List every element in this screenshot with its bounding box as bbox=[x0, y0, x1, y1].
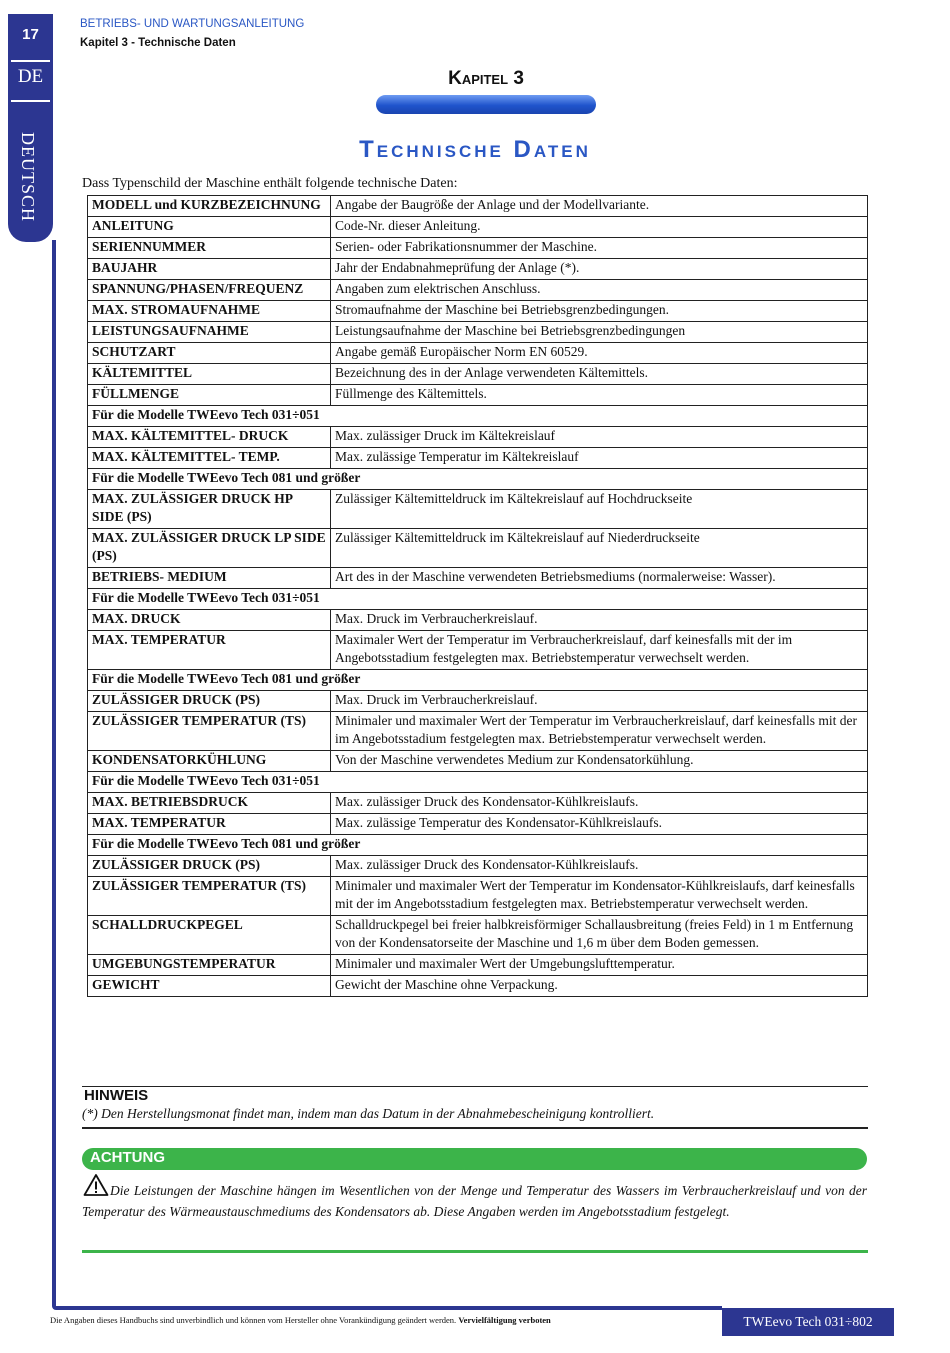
section-label: Für die Modelle TWEevo Tech 081 und größer bbox=[88, 835, 868, 856]
footer-disclaimer bbox=[50, 1315, 551, 1325]
note-text: (*) Den Herstellungsmonat findet man, indem man das Datum in der Abnahmebescheinigung kontrolliert. bbox=[82, 1106, 655, 1121]
table-row bbox=[88, 280, 868, 301]
table-section-row bbox=[88, 406, 868, 427]
spec-value: Von der Maschine verwendetes Medium zur Kondensatorkühlung. bbox=[331, 751, 868, 772]
table-row bbox=[88, 322, 868, 343]
spec-key: MAX. DRUCK bbox=[88, 610, 331, 631]
table-section-row bbox=[88, 772, 868, 793]
spec-key: MAX. ZULÄSSIGER DRUCK HP SIDE (PS) bbox=[88, 490, 331, 529]
spec-value: Max. Druck im Verbraucherkreislauf. bbox=[331, 691, 868, 712]
spec-key: KÄLTEMITTEL bbox=[88, 364, 331, 385]
spec-key: MAX. KÄLTEMITTEL- DRUCK bbox=[88, 427, 331, 448]
table-row bbox=[88, 568, 868, 589]
spec-value: Gewicht der Maschine ohne Verpackung. bbox=[331, 976, 868, 997]
spec-value: Bezeichnung des in der Anlage verwendeten Kältemittels. bbox=[331, 364, 868, 385]
table-row bbox=[88, 712, 868, 751]
page-number: 17 bbox=[22, 26, 39, 43]
spec-key: KONDENSATORKÜHLUNG bbox=[88, 751, 331, 772]
spec-value: Füllmenge des Kältemittels. bbox=[331, 385, 868, 406]
chapter-bar bbox=[376, 95, 596, 114]
spec-key: BAUJAHR bbox=[88, 259, 331, 280]
table-row bbox=[88, 490, 868, 529]
spec-value: Zulässiger Kältemitteldruck im Kältekreislauf auf Niederdruckseite bbox=[331, 529, 868, 568]
table-row bbox=[88, 793, 868, 814]
note-divider bbox=[82, 1086, 868, 1087]
chapter-reference: Kapitel 3 - Technische Daten bbox=[80, 37, 236, 49]
spec-key: GEWICHT bbox=[88, 976, 331, 997]
spec-value: Leistungsaufnahme der Maschine bei Betriebsgrenzbedingungen bbox=[331, 322, 868, 343]
intro-text: Dass Typenschild der Maschine enthält folgende technische Daten: bbox=[82, 176, 458, 191]
spec-key: SCHUTZART bbox=[88, 343, 331, 364]
table-row bbox=[88, 217, 868, 238]
spec-key: ZULÄSSIGER TEMPERATUR (TS) bbox=[88, 877, 331, 916]
page-frame-bottom bbox=[56, 1306, 722, 1310]
spec-key: ZULÄSSIGER TEMPERATUR (TS) bbox=[88, 712, 331, 751]
sidebar-divider bbox=[11, 100, 50, 102]
spec-key: MAX. TEMPERATUR bbox=[88, 631, 331, 670]
spec-key: MAX. STROMAUFNAHME bbox=[88, 301, 331, 322]
spec-value: Jahr der Endabnahmeprüfung der Anlage (*). bbox=[331, 259, 868, 280]
section-label: Für die Modelle TWEevo Tech 031÷051 bbox=[88, 772, 868, 793]
manual-title: BETRIEBS- UND WARTUNGSANLEITUNG bbox=[80, 18, 305, 30]
warning-text: Die Leistungen der Maschine hängen im Wesentlichen von der Menge und Temperatur des Wassers im Verbraucherkreislauf und von der Temperatur des Wärmeaustauschmediums des Kondensators ab. Diese Angaben werden im Angebotsstadium festgelegt. bbox=[82, 1183, 867, 1219]
table-row bbox=[88, 856, 868, 877]
language-sidebar bbox=[8, 14, 53, 242]
table-row bbox=[88, 955, 868, 976]
footer-copy-notice: Vervielfältigung verboten bbox=[458, 1315, 551, 1325]
table-row bbox=[88, 610, 868, 631]
warning-bar bbox=[82, 1148, 867, 1170]
language-code: DE bbox=[17, 66, 44, 87]
section-label: Für die Modelle TWEevo Tech 031÷051 bbox=[88, 589, 868, 610]
page-frame-left bbox=[52, 240, 56, 1310]
page-title: Technische Daten bbox=[359, 136, 591, 163]
spec-key: UMGEBUNGSTEMPERATUR bbox=[88, 955, 331, 976]
table-row bbox=[88, 529, 868, 568]
language-name: DEUTSCH bbox=[18, 132, 38, 223]
table-row bbox=[88, 427, 868, 448]
spec-key: SCHALLDRUCKPEGEL bbox=[88, 916, 331, 955]
spec-key: ZULÄSSIGER DRUCK (PS) bbox=[88, 691, 331, 712]
warning-title: ACHTUNG bbox=[90, 1149, 165, 1166]
spec-value: Max. zulässiger Druck des Kondensator-Kühlkreislaufs. bbox=[331, 856, 868, 877]
section-label: Für die Modelle TWEevo Tech 081 und größer bbox=[88, 670, 868, 691]
table-row bbox=[88, 751, 868, 772]
spec-key: MAX. ZULÄSSIGER DRUCK LP SIDE (PS) bbox=[88, 529, 331, 568]
table-row bbox=[88, 448, 868, 469]
spec-value: Stromaufnahme der Maschine bei Betriebsgrenzbedingungen. bbox=[331, 301, 868, 322]
spec-value: Art des in der Maschine verwendeten Betriebsmediums (normalerweise: Wasser). bbox=[331, 568, 868, 589]
spec-value: Serien- oder Fabrikationsnummer der Maschine. bbox=[331, 238, 868, 259]
spec-value: Angaben zum elektrischen Anschluss. bbox=[331, 280, 868, 301]
table-section-row bbox=[88, 835, 868, 856]
spec-value: Code-Nr. dieser Anleitung. bbox=[331, 217, 868, 238]
table-row bbox=[88, 877, 868, 916]
table-row bbox=[88, 364, 868, 385]
spec-value: Zulässiger Kältemitteldruck im Kältekreislauf auf Hochdruckseite bbox=[331, 490, 868, 529]
table-row bbox=[88, 301, 868, 322]
spec-value: Max. zulässige Temperatur im Kältekreislauf bbox=[331, 448, 868, 469]
spec-value: Max. Druck im Verbraucherkreislauf. bbox=[331, 610, 868, 631]
section-label: Für die Modelle TWEevo Tech 081 und größer bbox=[88, 469, 868, 490]
nameplate-data-table bbox=[87, 195, 868, 997]
spec-key: MODELL und KURZBEZEICHNUNG bbox=[88, 196, 331, 217]
spec-value: Minimaler und maximaler Wert der Temperatur im Verbraucherkreislauf, darf keinesfalls mit der im Angebotsstadium festgelegten max. Betriebstemperatur verwechselt werden. bbox=[331, 712, 868, 751]
table-row bbox=[88, 916, 868, 955]
spec-key: ZULÄSSIGER DRUCK (PS) bbox=[88, 856, 331, 877]
spec-key: SERIENNUMMER bbox=[88, 238, 331, 259]
warning-divider bbox=[82, 1250, 868, 1253]
spec-key: MAX. KÄLTEMITTEL- TEMP. bbox=[88, 448, 331, 469]
table-section-row bbox=[88, 589, 868, 610]
table-row bbox=[88, 259, 868, 280]
section-label: Für die Modelle TWEevo Tech 031÷051 bbox=[88, 406, 868, 427]
table-row bbox=[88, 343, 868, 364]
footer-model-badge: TWEevo Tech 031÷802 bbox=[722, 1308, 894, 1336]
footer-disclaimer-text: Die Angaben dieses Handbuchs sind unverbindlich und können vom Hersteller ohne Vorankündigung geändert werden. bbox=[50, 1315, 457, 1325]
table-row bbox=[88, 691, 868, 712]
table-row bbox=[88, 814, 868, 835]
spec-value: Angabe gemäß Europäischer Norm EN 60529. bbox=[331, 343, 868, 364]
spec-key: MAX. TEMPERATUR bbox=[88, 814, 331, 835]
table-section-row bbox=[88, 469, 868, 490]
spec-key: MAX. BETRIEBSDRUCK bbox=[88, 793, 331, 814]
spec-key: ANLEITUNG bbox=[88, 217, 331, 238]
table-row bbox=[88, 196, 868, 217]
spec-value: Minimaler und maximaler Wert der Umgebungslufttemperatur. bbox=[331, 955, 868, 976]
sidebar-divider bbox=[11, 60, 50, 62]
chapter-label: Kapitel 3 bbox=[448, 68, 524, 89]
table-section-row bbox=[88, 670, 868, 691]
spec-value: Minimaler und maximaler Wert der Temperatur im Kondensator-Kühlkreislaufs, darf keinesfalls mit der im Angebotsstadium festgelegten max. Betriebstemperatur verwechselt werden. bbox=[331, 877, 868, 916]
spec-value: Max. zulässige Temperatur des Kondensator-Kühlkreislaufs. bbox=[331, 814, 868, 835]
spec-key: BETRIEBS- MEDIUM bbox=[88, 568, 331, 589]
spec-value: Max. zulässiger Druck im Kältekreislauf bbox=[331, 427, 868, 448]
table-row bbox=[88, 385, 868, 406]
spec-key: LEISTUNGSAUFNAHME bbox=[88, 322, 331, 343]
spec-key: SPANNUNG/PHASEN/FREQUENZ bbox=[88, 280, 331, 301]
spec-value: Max. zulässiger Druck des Kondensator-Kühlkreislaufs. bbox=[331, 793, 868, 814]
note-title: HINWEIS bbox=[84, 1087, 149, 1104]
spec-value: Schalldruckpegel bei freier halbkreisförmiger Schallausbreitung (freies Feld) in 1 m Entfernung von der Kondensatorseite der Maschine und 1,6 m über dem Boden gemessen. bbox=[331, 916, 868, 955]
table-row bbox=[88, 238, 868, 259]
table-row bbox=[88, 976, 868, 997]
table-row bbox=[88, 631, 868, 670]
spec-key: FÜLLMENGE bbox=[88, 385, 331, 406]
note-divider bbox=[82, 1127, 868, 1129]
spec-value: Maximaler Wert der Temperatur im Verbraucherkreislauf, darf keinesfalls mit der im Angebotsstadium festgelegten max. Betriebstemperatur verwechselt werden. bbox=[331, 631, 868, 670]
spec-value: Angabe der Baugröße der Anlage und der Modellvariante. bbox=[331, 196, 868, 217]
